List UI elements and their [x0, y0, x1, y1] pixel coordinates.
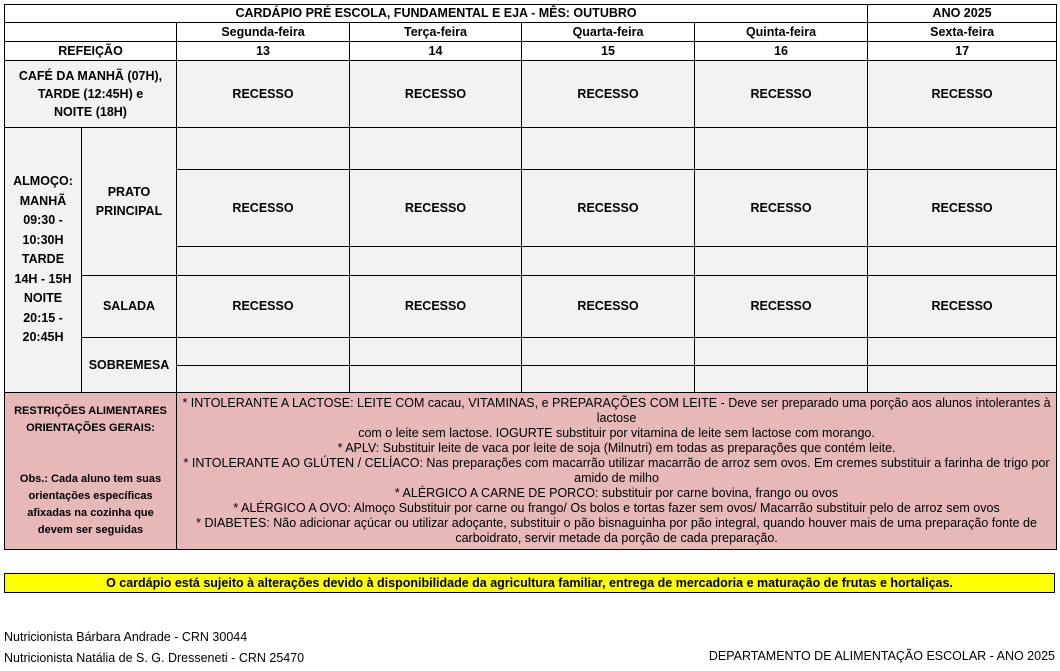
salad-label: SALADA: [82, 276, 177, 338]
breakfast-cell-wednesday: RECESSO: [522, 61, 695, 128]
main-dish-top-blank: [350, 128, 522, 170]
main-dish-label-line: PRATO: [107, 184, 151, 199]
restriction-line: com o leite sem lactose. IOGURTE substituir por vitamina de leite sem lactose com morango.: [358, 426, 875, 440]
nutritionist-1: Nutricionista Bárbara Andrade - CRN 30044: [4, 630, 248, 644]
lunch-label: [5, 128, 82, 393]
dessert-top-blank: [350, 338, 522, 366]
salad-cell-thursday: RECESSO: [695, 276, 868, 338]
department-footer: DEPARTAMENTO DE ALIMENTAÇÃO ESCOLAR - ANO 2025: [708, 649, 1055, 663]
dessert-cell: [695, 366, 868, 393]
main-dish-cell-wednesday: RECESSO: [522, 170, 695, 247]
breakfast-cell-monday: RECESSO: [177, 61, 350, 128]
breakfast-cell-tuesday: RECESSO: [350, 61, 522, 128]
lunch-label-line: 14H - 15H: [14, 271, 72, 286]
salad-cell-monday: RECESSO: [177, 276, 350, 338]
breakfast-label-line: TARDE (12:45H) e: [37, 87, 144, 101]
meal-column-header: REFEIÇÃO: [5, 42, 177, 61]
lunch-label-line: MANHÃ: [19, 193, 67, 208]
day-name-wednesday: Quarta-feira: [522, 23, 695, 42]
dessert-cell: [177, 366, 350, 393]
main-dish-bottom-blank: [350, 247, 522, 276]
restriction-line: * ALÉRGICO A CARNE DE PORCO: substituir por carne bovina, frango ou ovos: [394, 486, 839, 500]
day-date-wednesday: 15: [522, 42, 695, 61]
dessert-top-blank: [868, 338, 1057, 366]
lunch-label-line: 10:30H: [22, 232, 64, 247]
dessert-top-blank: [177, 338, 350, 366]
menu-title: CARDÁPIO PRÉ ESCOLA, FUNDAMENTAL E EJA - MÊS: OUTUBRO: [5, 5, 868, 23]
day-name-friday: Sexta-feira: [868, 23, 1057, 42]
main-dish-top-blank: [522, 128, 695, 170]
day-name-thursday: Quinta-feira: [695, 23, 868, 42]
main-dish-cell-friday: RECESSO: [868, 170, 1057, 247]
menu-year: ANO 2025: [868, 5, 1057, 23]
lunch-label-line: 09:30 -: [23, 213, 63, 228]
restriction-line: * ALÉRGICO A OVO: Almoço Substituir por carne ou frango/ Os bolos e tortas fazer sem ovos/ Macarrão substituir pelo de arroz sem ovos: [233, 501, 1000, 515]
header-blank-cell: [5, 23, 177, 42]
lunch-label-line: NOITE: [23, 291, 63, 306]
availability-notice: O cardápio está sujeito à alterações devido à disponibilidade da agricultura familiar, entrega de mercadoria e maturação de frutas e hortaliças.: [4, 573, 1055, 593]
restriction-line: * INTOLERANTE A LACTOSE: LEITE COM cacau, VITAMINAS, e PREPARAÇÕES COM LEITE - Deve ser preparado uma porção aos alunos intolerantes à lactose: [182, 396, 1051, 425]
restrictions-obs-line: Obs.: Cada aluno tem suas: [19, 473, 162, 485]
day-date-friday: 17: [868, 42, 1057, 61]
main-dish-top-blank: [177, 128, 350, 170]
main-dish-label: [82, 128, 177, 276]
main-dish-bottom-blank: [695, 247, 868, 276]
day-date-thursday: 16: [695, 42, 868, 61]
main-dish-cell-monday: RECESSO: [177, 170, 350, 247]
dessert-cell: [350, 366, 522, 393]
dessert-label: SOBREMESA: [82, 338, 177, 393]
lunch-label-line: TARDE: [21, 252, 65, 267]
dessert-top-blank: [695, 338, 868, 366]
restrictions-heading: RESTRIÇÕES ALIMENTARES: [14, 405, 167, 417]
menu-table: [4, 4, 1057, 550]
restriction-line: * DIABETES: Não adicionar açúcar ou utilizar adoçante, substituir o pão bisnaguinha por pão integral, quando houver mais de uma preparação fonte de: [196, 516, 1037, 530]
restrictions-obs-line: afixadas na cozinha que: [27, 507, 154, 519]
salad-cell-friday: RECESSO: [868, 276, 1057, 338]
dessert-cell: [868, 366, 1057, 393]
lunch-label-line: 20:15 -: [23, 310, 63, 325]
day-name-tuesday: Terça-feira: [350, 23, 522, 42]
restrictions-obs-line: orientações específicas: [28, 490, 153, 502]
day-date-tuesday: 14: [350, 42, 522, 61]
main-dish-bottom-blank: [522, 247, 695, 276]
lunch-label-line: 20:45H: [22, 330, 64, 345]
dessert-cell: [522, 366, 695, 393]
main-dish-top-blank: [868, 128, 1057, 170]
breakfast-label: [5, 61, 177, 128]
salad-cell-tuesday: RECESSO: [350, 276, 522, 338]
day-date-monday: 13: [177, 42, 350, 61]
restriction-line: carboidrato, servir metade da porção de cada preparação.: [455, 531, 778, 545]
restrictions-obs-line: devem ser seguidas: [37, 524, 144, 536]
restrictions-label: [5, 393, 177, 550]
breakfast-label-line: NOITE (18H): [54, 105, 127, 119]
breakfast-cell-thursday: RECESSO: [695, 61, 868, 128]
restrictions-text: [177, 393, 1057, 550]
main-dish-cell-tuesday: RECESSO: [350, 170, 522, 247]
main-dish-label-line: PRINCIPAL: [95, 203, 163, 218]
main-dish-bottom-blank: [177, 247, 350, 276]
breakfast-label-line: CAFÉ DA MANHÃ (07H),: [18, 69, 163, 83]
main-dish-bottom-blank: [868, 247, 1057, 276]
restrictions-heading: ORIENTAÇÕES GERAIS:: [26, 422, 155, 434]
restriction-line: * APLV: Substituir leite de vaca por leite de soja (Milnutri) em todas as preparações que contém leite.: [337, 441, 896, 455]
dessert-top-blank: [522, 338, 695, 366]
lunch-label-line: ALMOÇO:: [13, 174, 73, 189]
day-name-monday: Segunda-feira: [177, 23, 350, 42]
breakfast-cell-friday: RECESSO: [868, 61, 1057, 128]
salad-cell-wednesday: RECESSO: [522, 276, 695, 338]
restriction-line: * INTOLERANTE AO GLÚTEN / CELÍACO: Nas preparações com macarrão utilizar macarrão de arroz sem ovos. Em cremes substituir a farinha de trigo por: [183, 456, 1050, 470]
restriction-line: amido de milho: [574, 471, 659, 485]
main-dish-cell-thursday: RECESSO: [695, 170, 868, 247]
main-dish-top-blank: [695, 128, 868, 170]
nutritionist-2: Nutricionista Natália de S. G. Dresseneti - CRN 25470: [4, 651, 305, 665]
